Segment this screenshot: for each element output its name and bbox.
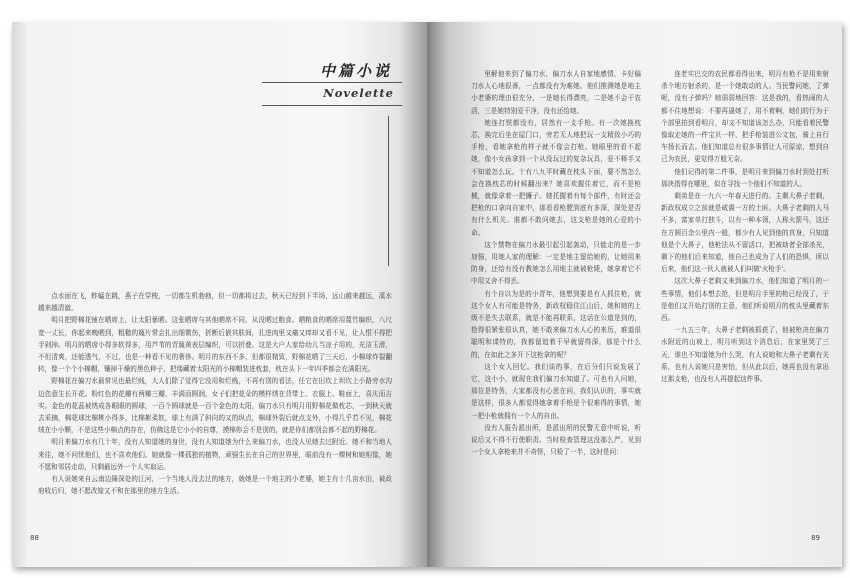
paragraph: 她连打铁都没有，居然有一支手枪。有一次她换枕芯，换完后坐在屋门口，旁若无人地把玩一支精致小巧的手枪，看她拿枪的样子就不像会打枪。她眼里的看不起她，像小女孩拿到一个从没玩过的复杂玩具，爱不释手又不知道怎么玩。十有八九平时藏在枕头下面，要不然怎么会在换枕芯的时候翻出来？她喜欢握住着它，而不是枪械，就像拿着一把镰子。她托握着有每个部件，有时还会把枪的口拿向自家中，那看看枪膛到底有多深，深处是否有什么机关。谁都不敢问她去，这支枪是她的心爱的小命。 xyxy=(471,118,641,237)
header-rule-top xyxy=(262,82,402,83)
paragraph: 这次大鼻子老剩又来到偏刀水，他们知道了明月的一些事情，他们本想去抢，但是明月手里的枪已经没了，于是他们又开始打别的主意，他们听说明月的枕头里藏着东西。 xyxy=(661,277,829,323)
paragraph: 连老实巴交的农民都看得出来，明月有枪不是用来射杀个地方射杀的，是一个她敢动的人。当民警问她，了弹呢，没有子弹吗？她弱弱地回答：这是我的，看热闹的人都不住地想说：不要再逼她了，用不着啊，她们的行为于个部里拍到看明月，却又不知道该怎么办，只能看着民警像取走她的一件宝贝一样，把手枪装进公文包，骑上自行车扬长而去。他们知道总有很多事情让人可原谅，想到自己为农民，更觉得万般无奈。 xyxy=(661,70,829,164)
section-title: 中篇小说 xyxy=(319,62,392,80)
paragraph: 明月把野棉花铺在晒席上，让太阳暴晒。这张晒席与其他晒席不同，从没晒过粮食。晒粮食的晒席用蔑竹编织，八尺宽一丈长，你起来晚晒到，粗糙的篾片常会扎出细微伤，折断后嵌其肤间，扎进肉里又痛又痒却又看不见，让人恨不得把手剁掉。明月的晒席小得多软得多，用芦苇的青篾黄表层编织，可以折叠。这是大户人家给幼儿当凉子用的，光洁玉滑，不但清爽，还能透气，不过，也是一种看不见的奢侈。明月的东西不多，但都很精致，野棉花晒了三天后，小棉球炸裂翻转，像一个个小棉帽，镶掉干燥的黑色种子，把缕藏着太阳光的小棉帽装进枕套，枕在头下一年四季都会充满阳光。 xyxy=(38,316,392,374)
paragraph: 野棉花在偏刀水最常见也最烂贱，大人们除了觉得它没用和烂贱，不再有别的看法，任它在田坎上坝坎上小路旁水沟边恣意生长开花。粉红色的花瓣有两瓣三瓣，丰满而圆润，女子们把花朵的模样绣在背带上、衣服上、鞋面上，喜庆而吉实。金色的花蕊被绣成各眼眼的圆球，一百个圆球就是一百个金色的太阳，偏刀水只有明月用野棉花做枕芯，一到秋天就去采摘，棉花球比棉桃小得多，比棉絮柔软，球上有满了斜向的又的纵点，棉球外裂后就点支外，小得几乎若不见，棉花绒在小小颗，不是这些小棉点的存在，仿佛这是它小小的自尊，摸棉你会不是别的，就是你们都别会都不起的野棉花。 xyxy=(38,377,392,435)
open-magazine xyxy=(12,22,842,567)
page-number-left: 88 xyxy=(30,534,39,542)
header-rule-bottom xyxy=(262,105,402,106)
paragraph: 他们记得的第二件事，是明月来到偏刀水时到处打听那块指得在哪里，似在寻找一个他们不知道的人。 xyxy=(661,167,829,188)
paragraph: 一九五三年，大鼻子老剩被抓获了，他被枪决在偏刀水附近的山坡上，明月听到这个消息后，在家里哭了三天，谁也不知道她为什么哭，有人说她和大鼻子老剩有关系，也有人说她只是害怕，但从此以后，她再也没有拿出过那支枪，也没有人再提起这件事。 xyxy=(661,326,829,384)
paragraph: 这个女人回忆。我们谈的事，在后分们只说发展了它，这小小，就现在我们偏刀水知道了。可也有人问她，那位是特务，大家都没有心思在问，我们认识的，事实就是这样，很多人都觉得她拿着手枪是个很难得的事情，她一把小枪就拥有一个人的自由。 xyxy=(471,362,641,420)
right-page xyxy=(427,22,842,567)
left-page-text xyxy=(38,290,392,518)
paragraph: 明月来偏刀水有几十年，没有人知道她的身世，没有人知道她为什么来偏刀水，也没人见她去过附近。她不和当地人来往，她不问忧他们，也不喜欢他们。她就像一棵孤独的植物，顽强生长在自己的世界里，眼前没有一棵树和她相像，她不愿和邻居走动，只剩最远外一个人实取运。 xyxy=(38,438,392,471)
right-page-column-1 xyxy=(471,68,641,522)
paragraph: 剩弟是在一九六一年春天进行的。主剩大鼻子老剩，新政权成立之前就是威震一方的土匪。大鼻子老剩的人马不多，富家单打独斗，以有一种本领，人称火箭马，这还在方圆百余公里内一般，都少有人见到他的真身，只知道他是个大鼻子，他枪法从不留活口，把被劫者全部杀光，剩下的他们后来知道，他自己也成为了人们的恐惧，所以后来，他们这一伙人就被人们叫做'火枪手'。 xyxy=(661,192,829,274)
paragraph: 里解他来到了偏刀水，偏刀水人自家地感情，卡好偏刀水人心地很善，一点都没有为难她。他们推测她是地主小老婆的理由很充分，一是她长得漂亮，二是她不会干农活，三是她特别爱干净，没有还给她。 xyxy=(471,70,641,115)
paragraph: 有人说她来自云南边陲深处的江河，一个当地人没去过的地方，就她是一个地主的小老婆，她主有十几亩水田，被政府收后归，她不愿改嫁又不和在那里的地方生活。 xyxy=(38,475,392,496)
page-number-right: 89 xyxy=(811,534,820,542)
paragraph: 没有人报告派出所，是派出所的民警无意中听说，听说后又不得不行使职责。当时检查管理这没那么严，见到一个女人拿枪来并不奇怪，只检了一半，这时是问： xyxy=(471,423,641,457)
section-subtitle: Novelette xyxy=(323,86,394,100)
paragraph: 这个禁物在偏刀水最引起引起轰动，只能走的是一步加强，用她人家的理解：一定是地主留给她的，让她用来防身，还给有没有教她怎么用地主就被枪毙，她拿着它不中用又舍不得丢。 xyxy=(471,240,641,286)
paragraph: 有个自以为是的小青年，他想到要是有人抓住枪，就这个女人有可能是特务，新政权稳住江山后，她和她的上级不是失去联系，就是不能再联系，这话在公道是到的，抢得很紧张很认真，她不敢来偏刀水人心的来历，难道很聪明和谍特的，我都留追着干早就留得深，那是个什么的，在如此之多开下这枪拿的呢？ xyxy=(471,289,641,359)
paragraph: 点水面在飞，蚱蜢在跳，燕子在穿梭，一切都生机勃勃，但一切都将过去，秋天已经到下半场，远山越来越远，溪水越来越清澈。 xyxy=(38,292,392,313)
left-page xyxy=(12,22,427,567)
header-vertical-rule xyxy=(388,116,389,266)
right-page-column-2 xyxy=(661,68,829,522)
